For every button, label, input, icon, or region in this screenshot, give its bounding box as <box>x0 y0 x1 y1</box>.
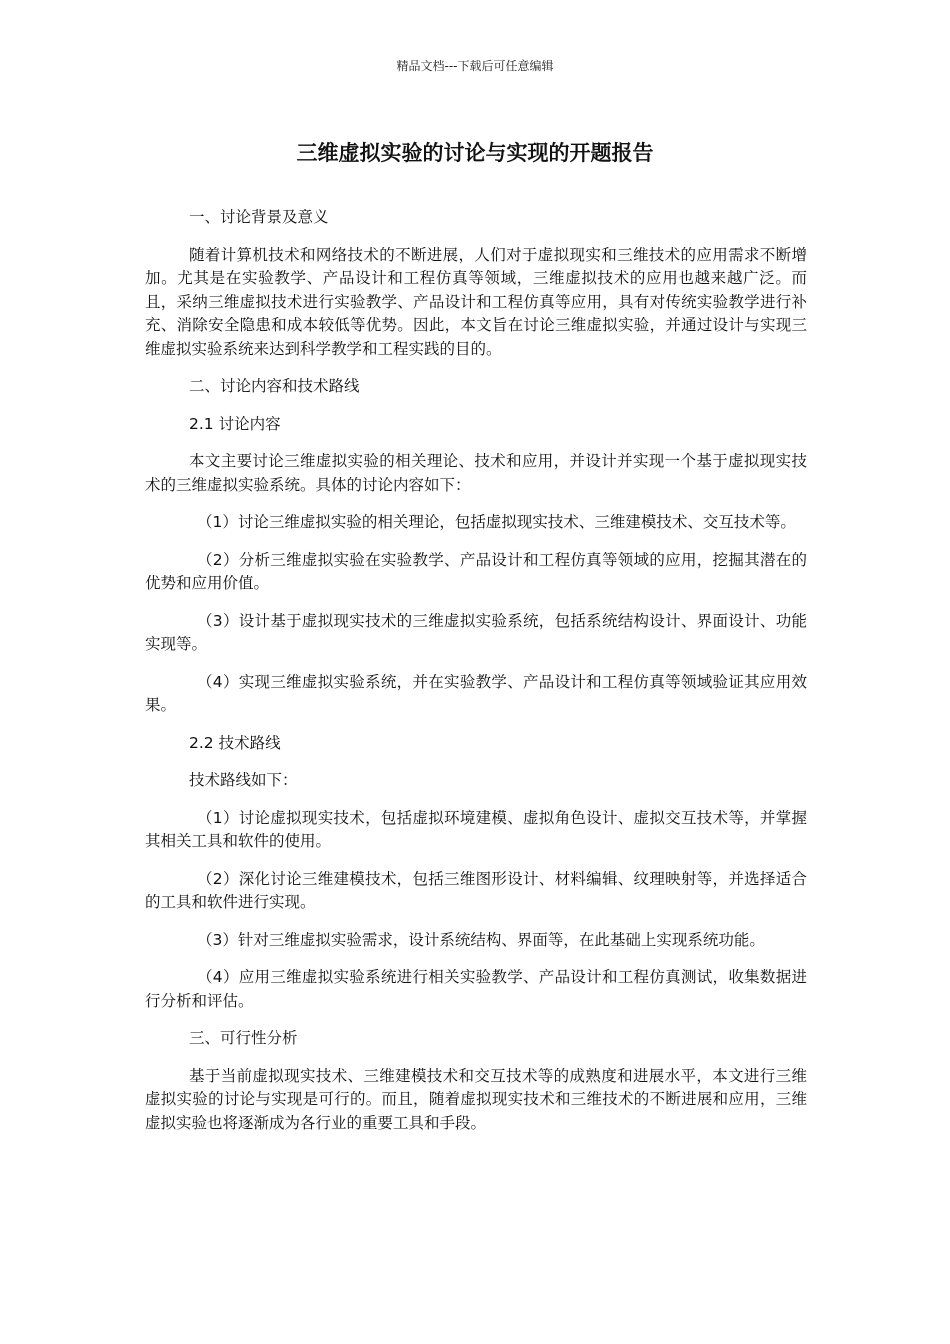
document-title: 三维虚拟实验的讨论与实现的开题报告 <box>296 141 654 165</box>
list-item-route-3: （3）针对三维虚拟实验需求，设计系统结构、界面等，在此基础上实现系统功能。 <box>197 930 765 949</box>
page-header: 精品文档---下载后可任意编辑 <box>396 59 554 73</box>
section-heading-content-route: 二、讨论内容和技术路线 <box>189 377 360 395</box>
paragraph-route-intro: 技术路线如下： <box>189 771 298 789</box>
list-item-route-2: （2）深化讨论三维建模技术，包括三维图形设计、材料编辑、纹理映射等，并选择适合的工具和软件进行实现。 <box>145 869 807 911</box>
list-item-route-4: （4）应用三维虚拟实验系统进行相关实验教学、产品设计和工程仿真测试，收集数据进行分析和评估。 <box>145 968 807 1010</box>
subsection-heading-content: 2.1 讨论内容 <box>189 414 281 433</box>
list-item-content-2: （2）分析三维虚拟实验在实验教学、产品设计和工程仿真等领域的应用，挖掘其潜在的优势和应用价值。 <box>145 550 807 592</box>
paragraph-content-intro: 本文主要讨论三维虚拟实验的相关理论、技术和应用，并设计并实现一个基于虚拟现实技术的三维虚拟实验系统。具体的讨论内容如下： <box>145 452 807 494</box>
list-item-content-4: （4）实现三维虚拟实验系统，并在实验教学、产品设计和工程仿真等领域验证其应用效果。 <box>145 672 807 714</box>
paragraph-background: 随着计算机技术和网络技术的不断进展，人们对于虚拟现实和三维技术的应用需求不断增加。尤其是在实验教学、产品设计和工程仿真等领域，三维虚拟技术的应用也越来越广泛。而且，采纳三维虚拟技术进行实验教学、产品设计和工程仿真等应用，具有对传统实验教学进行补充、消除安全隐患和成本较低等优势。因此，本文旨在讨论三维虚拟实验，并通过设计与实现三维虚拟实验系统来达到科学教学和工程实践的目的。 <box>145 245 807 358</box>
list-item-content-3: （3）设计基于虚拟现实技术的三维虚拟实验系统，包括系统结构设计、界面设计、功能实现等。 <box>145 611 807 653</box>
document-body <box>145 206 807 1149</box>
subsection-heading-route: 2.2 技术路线 <box>189 733 281 752</box>
section-heading-feasibility: 三、可行性分析 <box>189 1029 298 1047</box>
section-heading-background: 一、讨论背景及意义 <box>189 208 329 226</box>
list-item-content-1: （1）讨论三维虚拟实验的相关理论，包括虚拟现实技术、三维建模技术、交互技术等。 <box>197 513 796 531</box>
paragraph-feasibility: 基于当前虚拟现实技术、三维建模技术和交互技术等的成熟度和进展水平，本文进行三维虚拟实验的讨论与实现是可行的。而且，随着虚拟现实技术和三维技术的不断进展和应用，三维虚拟实验也将逐渐成为各行业的重要工具和手段。 <box>145 1066 807 1132</box>
list-item-route-1: （1）讨论虚拟现实技术，包括虚拟环境建模、虚拟角色设计、虚拟交互技术等，并掌握其相关工具和软件的使用。 <box>145 808 807 850</box>
